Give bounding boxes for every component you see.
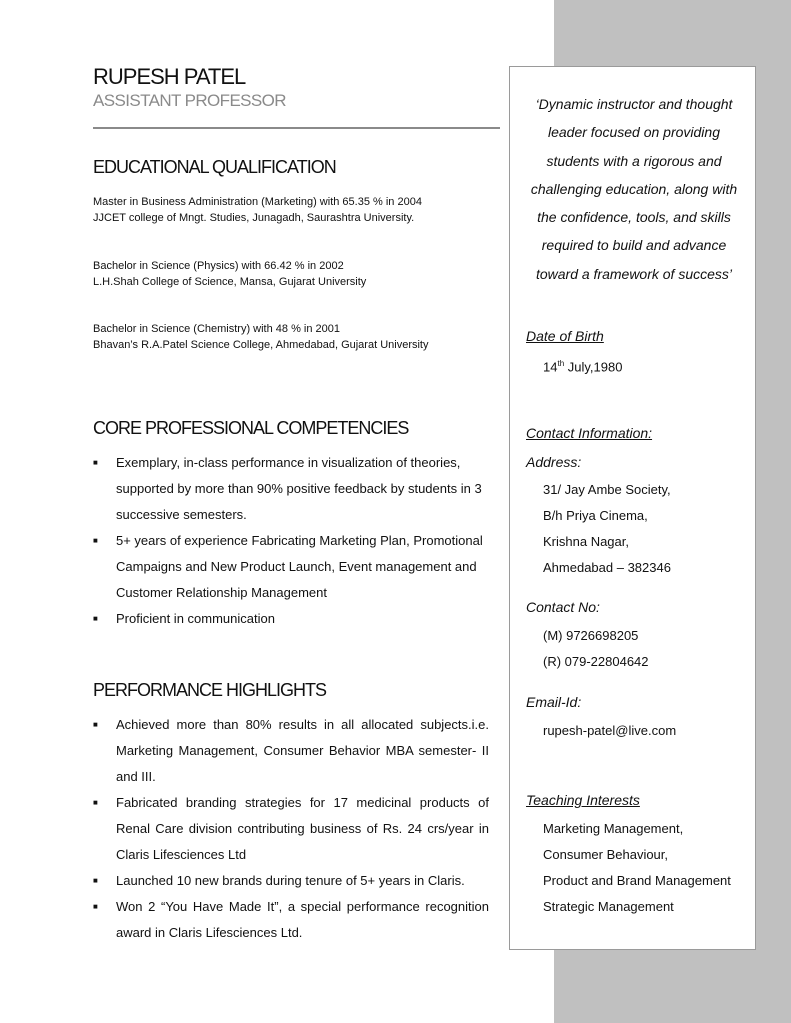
highlights-heading: PERFORMANCE HIGHLIGHTS: [93, 680, 327, 700]
education-degree: Bachelor in Science (Chemistry) with 48 % in 2001: [93, 323, 341, 335]
education-degree: Bachelor in Science (Physics) with 66.42 % in 2002: [93, 260, 344, 272]
person-name: RUPESH PATEL: [93, 64, 246, 89]
address-label: Address:: [526, 454, 582, 470]
education-heading: EDUCATIONAL QUALIFICATION: [93, 157, 336, 177]
education-entry: [93, 258, 366, 290]
phone-label: Contact No:: [526, 599, 600, 615]
competencies-list: [93, 450, 489, 632]
education-institution: JJCET college of Mngt. Studies, Junagadh, Saurashtra University.: [93, 212, 415, 224]
interests-list: Marketing Management, Consumer Behaviour, Product and Brand Management Strategic Management: [543, 821, 731, 914]
phone-list: (M) 9726698205 (R) 079-22804642: [543, 628, 649, 669]
email-label: Email-Id:: [526, 694, 582, 710]
job-title: ASSISTANT PROFESSOR: [93, 91, 286, 110]
list-item: ■ 5+ years of experience Fabricating Marketing Plan, Promotional Campaigns and New Product Launch, Event management and Customer Relationship Management: [93, 528, 489, 606]
profile-quote: ‘Dynamic instructor and thought leader focused on providing students with a rigorous and challenging education, along with the confidence, tools, and skills required to build and advance toward a framework of success’: [530, 96, 738, 282]
education-institution: Bhavan’s R.A.Patel Science College, Ahmedabad, Gujarat University: [93, 339, 429, 351]
bullet-icon: ■: [93, 614, 98, 623]
dob-label: Date of Birth: [526, 328, 604, 344]
competencies-heading: CORE PROFESSIONAL COMPETENCIES: [93, 418, 409, 438]
list-item: ■ Exemplary, in-class performance in visualization of theories, supported by more than 90% positive feedback by students in 3 successive semesters.: [93, 450, 489, 528]
list-item: ■ Won 2 “You Have Made It”, a special performance recognition award in Claris Lifesciences Ltd.: [93, 894, 489, 946]
education-degree: Master in Business Administration (Marketing) with 65.35 % in 2004: [93, 196, 422, 208]
list-item: ■ Launched 10 new brands during tenure of 5+ years in Claris.: [93, 868, 489, 894]
bullet-icon: ■: [93, 720, 98, 729]
bullet-icon: ■: [93, 876, 98, 885]
address-block: 31/ Jay Ambe Society, B/h Priya Cinema, Krishna Nagar, Ahmedabad – 382346: [543, 482, 671, 575]
list-item: ■ Fabricated branding strategies for 17 medicinal products of Renal Care division contributing business of Rs. 24 crs/year in Claris Lifesciences Ltd: [93, 790, 489, 868]
education-institution: L.H.Shah College of Science, Mansa, Gujarat University: [93, 276, 367, 288]
interests-label: Teaching Interests: [526, 792, 640, 808]
bullet-icon: ■: [93, 798, 98, 807]
header-divider: [93, 127, 500, 129]
contact-label: Contact Information:: [526, 425, 653, 441]
education-entry: [93, 194, 422, 226]
education-entry: [93, 321, 428, 353]
email-value: rupesh-patel@live.com: [543, 723, 677, 738]
dob-value: 14th July,1980: [543, 359, 623, 375]
bullet-icon: ■: [93, 902, 98, 911]
highlights-list: [93, 712, 489, 946]
list-item: ■ Achieved more than 80% results in all allocated subjects.i.e. Marketing Management, Consumer Behavior MBA semester- II and III.: [93, 712, 489, 790]
list-item: ■ Proficient in communication: [93, 606, 489, 632]
bullet-icon: ■: [93, 536, 98, 545]
bullet-icon: ■: [93, 458, 98, 467]
